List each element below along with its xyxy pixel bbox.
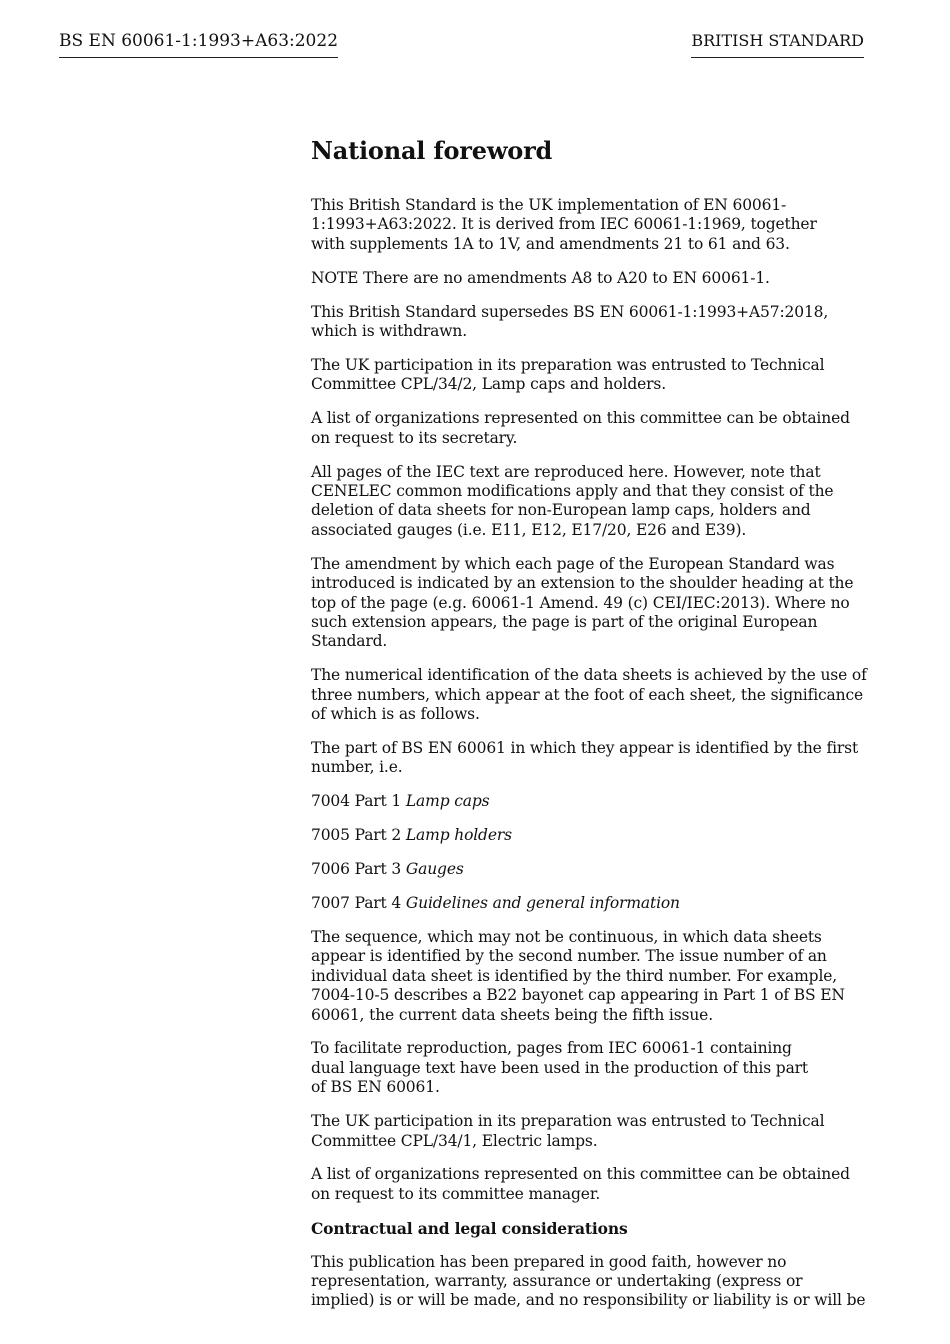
main-content	[311, 136, 867, 1311]
paragraph: This British Standard is the UK implementation of EN 60061-1:1993+A63:2022. It is derived from IEC 60061-1:1969, together with supplements 1A to 1V, and amendments 21 to 61 and 63.	[311, 196, 817, 253]
part-prefix: 7007 Part 4	[311, 893, 402, 912]
section-heading: Contractual and legal considerations	[311, 1218, 628, 1238]
paragraph: The amendment by which each page of the European Standard was introduced is indicated by an extension to the shoulder heading at the top of the page (e.g. 60061-1 Amend. 49 (c) CEI/IEC:2013). Where no such extension appears, the page is part of the original European Standard.	[311, 554, 854, 651]
part-name: Lamp caps	[405, 792, 490, 811]
paragraph: To facilitate reproduction, pages from IEC 60061-1 containing dual language text have been used in the production of this part of BS EN 60061.	[311, 1039, 808, 1097]
part-name: Lamp holders	[405, 826, 512, 845]
paragraph: All pages of the IEC text are reproduced here. However, note that CENELEC common modifications apply and that they consist of the deletion of data sheets for non-European lamp caps, holders and associated gauges (i.e. E11, E12, E17/20, E26 and E39).	[311, 462, 834, 539]
paragraph: The numerical identification of the data sheets is achieved by the use of three numbers, which appear at the foot of each sheet, the significance of which is as follows.	[311, 666, 867, 724]
part-line	[311, 860, 867, 879]
part-name: Guidelines and general information	[405, 893, 680, 912]
part-name: Gauges	[405, 860, 464, 879]
document-category: BRITISH STANDARD	[691, 30, 864, 58]
paragraph: This publication has been prepared in good faith, however no representation, warranty, assurance or undertaking (express or implied) is or will be made, and no responsibility or liability is or will be	[311, 1252, 866, 1310]
part-line	[311, 894, 867, 913]
part-prefix: 7004 Part 1	[311, 792, 402, 811]
part-line	[311, 792, 867, 811]
paragraph: The sequence, which may not be continuous, in which data sheets appear is identified by the second number. The issue number of an individual data sheet is identified by the third number. For example, 7004-10-5 describes a B22 bayonet cap appearing in Part 1 of BS EN 60061, the current data sheets being the fifth issue.	[311, 927, 845, 1024]
paragraph: The UK participation in its preparation was entrusted to Technical Committee CPL/34/1, Electric lamps.	[311, 1112, 825, 1150]
paragraph: The UK participation in its preparation was entrusted to Technical Committee CPL/34/2, Lamp caps and holders.	[311, 355, 825, 394]
paragraph: The part of BS EN 60061 in which they appear is identified by the first number, i.e.	[311, 738, 859, 777]
part-prefix: 7006 Part 3	[311, 860, 402, 879]
page-title: National foreword	[311, 136, 553, 165]
part-prefix: 7005 Part 2	[311, 826, 402, 845]
paragraph: A list of organizations represented on this committee can be obtained on request to its secretary.	[311, 409, 850, 447]
paragraph: This British Standard supersedes BS EN 60061-1:1993+A57:2018, which is withdrawn.	[311, 302, 829, 341]
paragraph: A list of organizations represented on this committee can be obtained on request to its committee manager.	[311, 1165, 850, 1203]
document-id: BS EN 60061-1:1993+A63:2022	[59, 30, 338, 58]
note-paragraph: NOTE There are no amendments A8 to A20 to EN 60061-1.	[311, 268, 770, 287]
part-line	[311, 826, 867, 845]
